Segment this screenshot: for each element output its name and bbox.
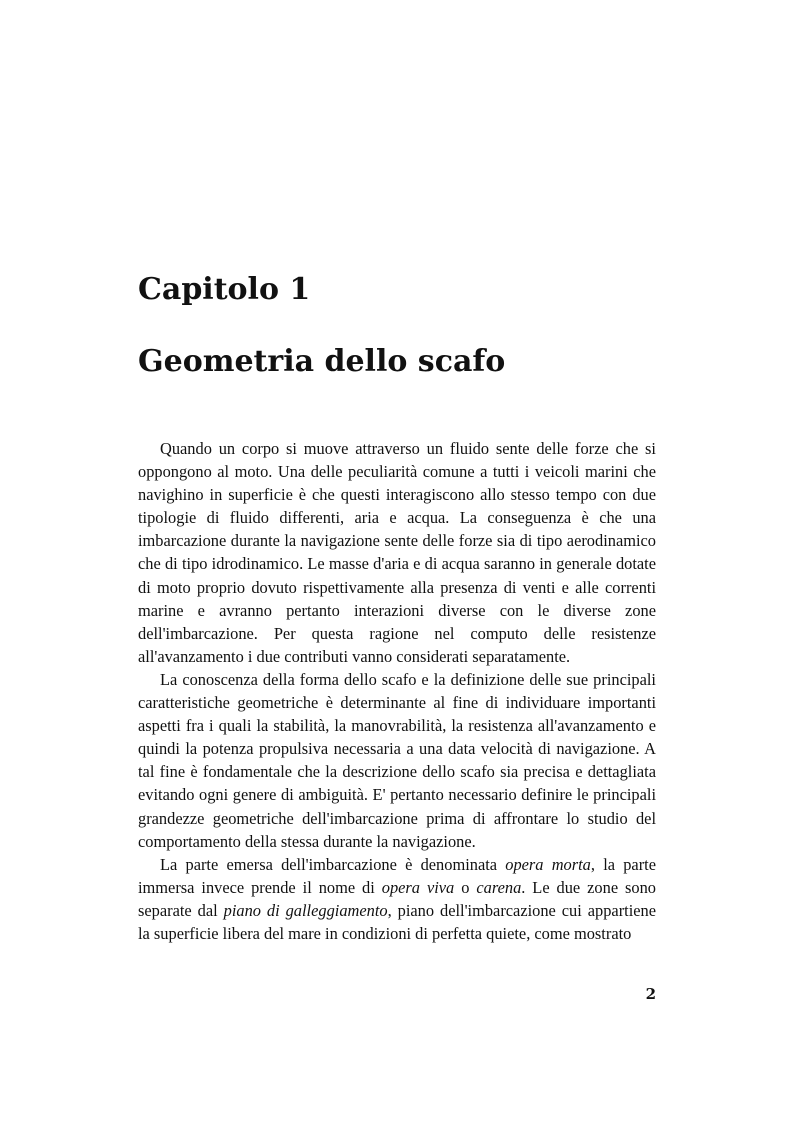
term-carena: carena [476, 877, 522, 897]
paragraph-3-text-4: . Le due zone sono separate dal [138, 877, 657, 920]
paragraph-3 [138, 853, 656, 945]
paragraph-2: La conoscenza della forma dello scafo e la definizione delle sue principali caratteristiche geometriche è determinante al fine di individuare importanti aspetti fra i quali la stabilità, la manovrabilità, la resistenza all'avanzamento e quindi la potenza propulsiva necessaria a una data velocità di navigazione. A tal fine è fondamentale che la descrizione dello scafo sia precisa e dettagliata evitando ogni genere di ambiguità. E' pertanto necessario definire le principali grandezze geometriche dell'imbarcazione prima di affrontare lo studio del comportamento della stessa durante la navigazione. [138, 669, 656, 851]
page-number: 2 [645, 985, 656, 1003]
term-opera-morta: opera morta [505, 854, 591, 874]
term-piano-di-galleggiamento: piano di galleggiamento [223, 900, 388, 920]
term-opera-viva: opera viva [381, 877, 455, 897]
paragraph-3-text-5: , piano dell'imbarcazione cui appartiene la superficie libera del mare in condizioni di perfetta quiete, come mostrato [138, 900, 657, 943]
paragraph-3-text-3: o [454, 877, 477, 897]
paragraph-1: Quando un corpo si muove attraverso un fluido sente delle forze che si oppongono al moto. Una delle peculiarità comune a tutti i veicoli marini che navighino in superficie è che questi interagiscono allo stesso tempo con due tipologie di fluido differenti, aria e acqua. La conseguenza è che una imbarcazione durante la navigazione sente delle forze sia di tipo aerodinamico che di tipo idrodinamico. Le masse d'aria e di acqua saranno in generale dotate di moto proprio dovuto rispettivamente alla presenza di venti e alle correnti marine e avranno pertanto interazioni diverse con le diverse zone dell'imbarcazione. Per questa ragione nel computo delle resistenze all'avanzamento i due contributi vanno considerati separatamente. [138, 439, 656, 666]
body-text [138, 437, 656, 945]
chapter-title: Geometria dello scafo [138, 344, 506, 379]
chapter-label: Capitolo 1 [138, 272, 311, 307]
paragraph-3-text-1: La parte emersa dell'imbarcazione è denominata [160, 854, 506, 874]
paragraph-3-text-2: , la parte immersa invece prende il nome di [138, 854, 656, 897]
